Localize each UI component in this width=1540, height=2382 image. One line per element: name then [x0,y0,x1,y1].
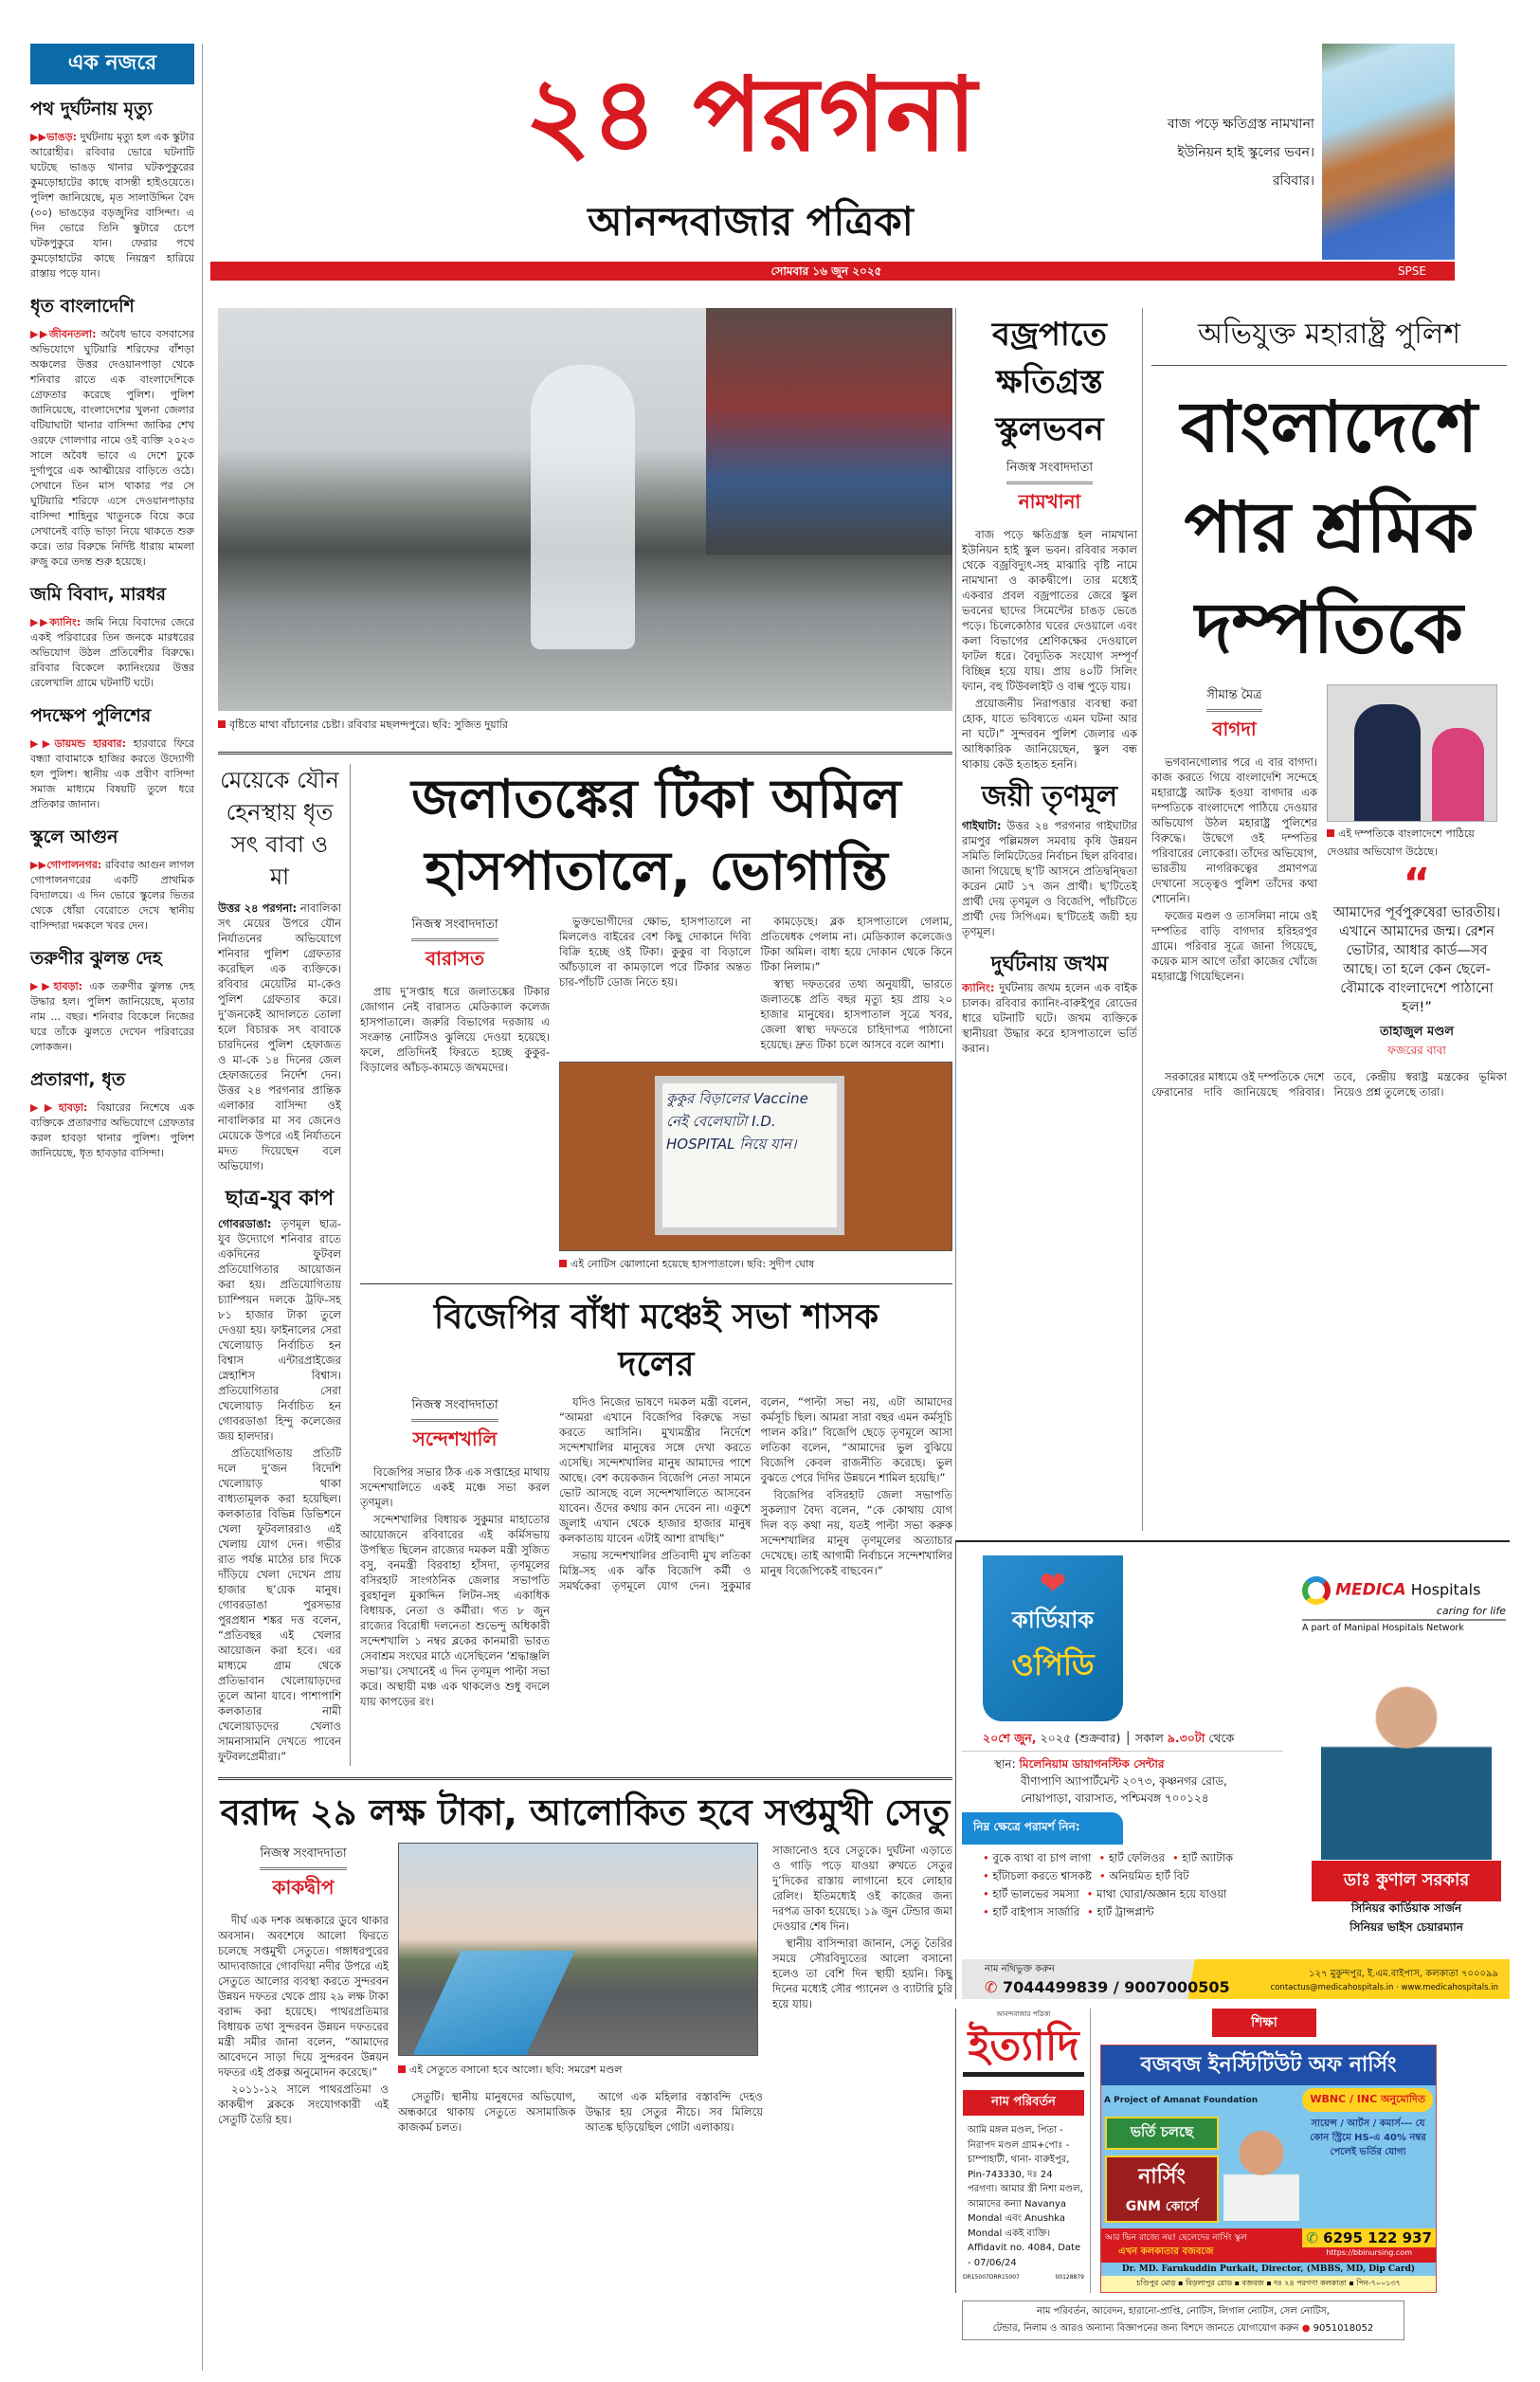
dateline-place: সন্দেশখালি [412,1427,498,1450]
byline: নিজস্ব সংবাদদাতা [260,1845,346,1870]
time: থেকে [1208,1731,1235,1745]
address: বীণাপাণি অ্যাপার্টমেন্ট ২০৭৩, কৃষ্ণনগর রোড, [1021,1774,1227,1788]
notice-sign: কুকুর বিড়ালের Vaccine নেই বেলেঘাটা I.D. HOSPITAL নিয়ে যান। [655,1076,844,1235]
address: নোয়াপাড়া, বারাসাত, পশ্চিমবঙ্গ ৭০০১২৪ [1021,1791,1209,1805]
paragraph: সন্দেশখালির বিধায়ক সুকুমার মাহাতোর আয়োজনে রবিবারের এই কর্মিসভায় উপস্থিত ছিলেন রাজ্যের দমকল মন্ত্রী সুজিত বসু, বনমন্ত্রী বিরবাহা হাঁসদা, তৃণমূলের বসিরহাট সাংগঠনিক জেলার সভাপতি বুরহানুল মুকাদ্দিন লিটন-সহ একাধিক বিধায়ক, নেতা ও কর্মীরা। গত ৮ জুন রাজ্যের বিরোধী দলনেতা শুভেন্দু অধিকারী সন্দেশখালি ১ নম্বর ব্লকের কানমারী ভারত সেবাশ্রম সংঘের মাঠে এসেছিলেন ‘শ্রদ্ধাঞ্জলি সভা’য়। সেখানেই এ দিন তৃণমূল পাল্টা সভা করে। অস্থায়ী মঞ্চ এক থাকলেও শুধু বদলে যায় কাপড়ের রং। [360,1513,550,1708]
brief-text: দুর্ঘটনায় মৃত্যু হল এক স্কুটার আরোহীর। রবিবার ভোরে ঘটনাটি ঘটেছে ভাঙড় থানার ঘটকপুকুরের কুমড়োহাটের কাছে বাসন্তী হাইওয়েতে। পুলিশ জানিয়েছে, মৃত সালাউদ্দিন বৈদ (৩০) ভাঙড়ের বড়জুনির বাসিন্দা। এ দিন ভোরে তিনি স্কুটারে চেপে ঘটকপুকুরে যান। ফেরার পথে কুমড়োহাটের কাছে নিয়ন্ত্রণ হারিয়ে রাস্তায় পড়ে যান। [30,131,194,280]
paragraph: সাজানোও হবে সেতুকে। দুর্ঘটনা এড়াতে ও গাড়ি পড়ে যাওয়া রুখতে সেতুর দু’দিকের রাস্তায় লাগানো হবে লোহার রেলিং। ইতিমধ্যেই ওই কাজের জন্য দরপত্র ডাকা হয়েছে। ১৯ জুন টেন্ডার জমা দেওয়ার শেষ দিন। [772,1844,952,1934]
small-logo: আনন্দবাজার পত্রিকা [996,2010,1051,2018]
column-divider [955,308,956,1531]
condition-item: • হার্ট ট্রান্সপ্লান্ট [1087,1905,1154,1918]
rabies-story [360,764,952,1274]
venue-name: মিলেনিয়াম ডায়াগনস্টিক সেন্টার [1019,1757,1165,1771]
paragraph: দীর্ঘ এক দশক অন্ধকারে ডুবে থাকার অবসান। অবশেষে আলো ফিরতে চলেছে সপ্তমুখী সেতুতে। গঙ্গাধরপুরের আদ্যবাজারে গোবদিয়া নদীর উপরে এই সেতুতে আলোর ব্যবস্থা করতে সুন্দরবন উন্নয়ন দফতর থেকে প্রায় ২৯ লক্ষ টাকা বরাদ্দ করা হয়েছে। পাথরপ্রতিমার বিধায়ক তথা সুন্দরবন উন্নয়ন দফতরের মন্ত্রী সমীর জানা বলেন, “আমাদের আবেদনে সাড়া দিয়ে সুন্দরবন উন্নয়ন দফতর এই প্রকল্প অনুমোদন করেছে।” [218,1914,389,2080]
date: ২০শে জুন, [983,1731,1037,1745]
paragraph: স্বাস্থ্য দফতরের তথ্য অনুযায়ী, ভারতে জলাতঙ্কে প্রতি বছর মৃত্যু হয় প্রায় ২০ হাজার মানুষের। হাসপাতাল সূত্রে খবর, জেলা স্বাস্থ্য দফতরে চাহিদাপত্র পাঠানো হয়েছে। দ্রুত টিকা চলে আসবে বলে আশা। [760,977,952,1051]
paragraph: দুর্ঘটনায় জখম হলেন এক বাইক চালক। রবিবার ক্যানিং-বারুইপুর রোডের ধারে ঘটনাটি ঘটে। জখম ব্যক্তিকে স্থানীয়রা উদ্ধার করে হাসপাতালে ভর্তি করান। [962,980,1138,1055]
dateline: উত্তর ২৪ পরগনা: [218,901,298,915]
badge-text: ওপিডি [1011,1646,1095,1682]
stepdad-story [218,764,341,1173]
bjp-story [360,1294,952,1711]
paragraph: ২০১১-১২ সালে পাথরপ্রতিমা ও কাকদ্বীপ ব্লককে সংযোগকারী এই সেতুটি তৈরি হয়। [218,2082,389,2127]
role: সিনিয়র কার্ডিয়াক সার্জন [1350,1901,1462,1915]
dateline: গোবরডাঙা: [218,1217,272,1231]
headline: মেয়েকে যৌন হেনস্থায় ধৃত সৎ বাবা ও মা [220,767,339,890]
consult-title: নিম্ন ক্ষেত্রে পরামর্শ নিন: [962,1812,1123,1845]
phone: 7044499839 / 9007000505 [1002,1978,1230,1996]
bullet-icon: ▶▶ [30,737,55,750]
brief-list [30,96,194,1161]
headline: বাংলাদেশে পার শ্রমিক দম্পতিকে [1180,387,1478,669]
section-rule [218,1777,952,1780]
dateline: গাইঘাটা: [962,818,1002,832]
date-bar [210,262,1455,281]
condition-item: • হার্ট ভালভের সমস্যা [983,1887,1079,1900]
dateline: ভাঙড়: [46,131,78,143]
whatsapp-icon: ✆ [1306,2229,1318,2246]
project-line: A Project of Amanat Foundation [1104,2095,1259,2105]
brief-title: প্রতারণা, ধৃত [30,1069,126,1090]
brief-item [30,1066,194,1161]
paragraph: আগে এক মহিলার বস্তাবন্দি দেহও উদ্ধার হয় সেতুর নীচে। সব মিলিয়ে আতঙ্ক ছড়িয়েছিল গোটা এলাকায়। [585,2090,763,2135]
tagline: caring for life [1302,1605,1506,1621]
headline: ছাত্র-যুব কাপ [225,1187,335,1210]
time: ৯.৩০টা [1167,1731,1205,1745]
ref: DR15007DRR15007 [963,2274,1020,2281]
dateline: ডায়মন্ড হারবার: [54,737,126,750]
section-header: এক নজরে [30,44,194,84]
brief-title: পদক্ষেপ পুলিশের [30,705,152,726]
time: সকাল [1134,1731,1164,1745]
classified-footer: নাম পরিবর্তন, আবেদন, হারানো-প্রাপ্তি, নোটিস, লিগাল নোটিস, সেল নোটিস, টেন্ডার, নিলাম ও আরও অন্যান্য বিজ্ঞাপনের জন্য বিশদে জানতে যোগাযোগ করুন ● 9051018052 [962,2300,1404,2340]
promo-strip [1101,2228,1436,2263]
accident-headline: দুর্ঘটনায় জখম [990,952,1109,976]
brief-title: তরুণীর ঝুলন্ত দেহ [30,948,162,969]
medica-cardiac-opd-ad [955,1540,1510,1999]
condition-item: • মাথা ঘোরা/অজ্ঞান হয়ে যাওয়া [1086,1887,1227,1900]
course: নার্সিং [1138,2165,1186,2189]
cup-story [218,1187,341,1764]
brief-text: বিয়ারের নিশেষে এক ব্যক্তিকে প্রতারণার অভিযোগে গ্রেফতার করল হাবড়া থানার পুলিশ। পুলিশ জানিয়েছে, ধৃত হাবড়ার বাসিন্দা। [30,1101,195,1159]
condition-item: • বুকে ব্যথা বা চাপ লাগা [983,1851,1092,1864]
brief-item [30,702,194,812]
cardiac-opd-badge [983,1555,1123,1721]
ref: 00128879 [1055,2274,1084,2281]
section-rule [360,1283,952,1284]
bullet-icon: ▶▶ [30,131,47,143]
doctor-photo [1321,1670,1492,1860]
name-change-tag: নাম পরিবর্তন [963,2090,1084,2116]
masthead-subtitle: আনন্দবাজার পত্রিকা [588,198,914,245]
phone: 6295 122 937 [1323,2229,1432,2246]
contact-strip: নাম নথিভুক্ত করুন ✆ 7044499839 / 9007000505 ১২৭ মুকুন্দপুর, ই.এম.বাইপাস, কলকাতা ৭০০০৯৯ contactus@medicahospitals.in · www.medicahospitals.in [962,1959,1510,1999]
brief-title: জমি বিবাদ, মারধর [30,584,167,605]
paragraph: তৃণমূল ছাত্র-যুব উদ্যোগে শনিবার রাতে একদিনের ফুটবল প্রতিযোগিতার আয়োজন করা হয়। প্রতিযোগিতায় চ্যাম্পিয়ন দলকে ট্রফি-সহ ৮১ হাজার টাকা তুলে দেওয়া হয়। ফাইনালের সেরা খেলোয়াড় নির্বাচিত হন বিশ্বাস এন্টারপ্রাইজের স্নেহাশিস বিশ্বাস। প্রতিযোগিতার সেরা খেলোয়াড় নির্বাচিত হন গোবরডাঙা হিন্দু কলেজের জয় হালদার। [218,1217,341,1444]
hospital-address: ১২৭ মুকুন্দপুর, ই.এম.বাইপাস, কলকাতা ৭০০০৯৯ [1309,1968,1498,1979]
dateline: ক্যানিং: [49,616,82,628]
paragraph: স্থানীয় বাসিন্দারা জানান, সেতু তৈরির সময়ে সৌরবিদ্যুতের আলো বসানো হলেও তা বেশি দিন স্থায়ী হয়নি। কিছু দিনের মধ্যেই সৌর প্যানেল ও ব্যাটারি চুরি হয়ে যায়। [772,1937,952,2011]
venue [962,1755,1283,1807]
main-photo-caption: বৃষ্টিতে মাথা বাঁচানোর চেষ্টা। রবিবার মছলন্দপুরে। ছবি: সুজিত দুয়ারি [218,717,938,735]
condition-item: • হার্ট বাইপাস সার্জারি [983,1905,1080,1918]
brief-item [30,581,194,691]
narrow-column [218,764,351,1766]
brief-item [30,824,194,934]
byline: নিজস্ব সংবাদদাতা [411,1396,498,1422]
edition-code: SPSE [1397,264,1426,278]
couple-photo [1327,684,1497,822]
bullet-icon: ▶▶ [30,859,47,871]
course-banner [1105,2155,1219,2223]
brief-item [30,945,194,1055]
admission-banner: ভর্তি চলছে [1105,2117,1219,2150]
paragraph: নাবালিকা সৎ মেয়ের উপরে যৌন নির্যাতনের অভিযোগে শনিবার পুলিশ গ্রেফতার করেছিল এক ব্যক্তিকে। রবিবার মেয়েটির মা-কেও পুলিশ গ্রেফতার করে। দু’জনকেই আদালতে তোলা হলে বিচারক সৎ বাবাকে চারদিনের পুলিশ হেফাজত ও মা-কে ১৪ দিনের জেল হেফাজতের নির্দেশ দেন। উত্তর ২৪ পরগনার প্রান্তিক এলাকার বাসিন্দা ওই নাবালিকার মা সব জেনেও মেয়েকে উপরে এই নির্যাতনে মদত দিয়েছেন বলে অভিযোগ। [218,901,341,1173]
masthead-title: ২৪ পরগনা [524,55,977,174]
byline: নিজস্ব সংবাদদাতা [1006,459,1093,484]
paragraph: ভুক্তভোগীদের ক্ষোভ, হাসপাতালে না মিললেও বাইরের বেশ কিছু দোকানে দিব্যি বিক্রি হচ্ছে ওই টিকা। কুকুর বা বিড়ালে আঁচড়ালে বা কামড়ালে পরে টিকার অন্তত চার-পাঁচটি ডোজ নিতে হয়। [559,915,752,989]
headline: বজ্রপাতে ক্ষতিগ্রস্ত স্কুলভবন [992,316,1107,448]
raincoat-figure [531,365,635,649]
dateline: হাবড়া: [58,1101,88,1114]
footer-line: টেন্ডার, নিলাম ও আরও অন্যান্য বিজ্ঞাপনের জন্য বিশদে জানতে যোগাযোগ করুন [992,2323,1299,2334]
phone-icon: ✆ [985,1978,998,1996]
medica-logo-icon [1302,1576,1331,1605]
lightning-story [962,311,1137,1056]
dateline-place: বারাসত [426,947,484,970]
byline: নিজস্ব সংবাদদাতা [411,916,498,941]
bullet-icon: ▶▶ [30,1101,59,1114]
teaser-photo-damaged-school [1322,44,1455,260]
medica-logo [1302,1576,1506,1633]
saptamukhi-bridge-photo [398,1843,758,2056]
center-stories [218,752,952,2137]
paragraph: প্রায় দু’সপ্তাহ ধরে জলাতঙ্কের টিকার জোগান নেই বারাসত মেডিক্যাল কলেজ হাসপাতালে। জরুরি বিভাগের দরজায় এ সংক্রান্ত নোটিসও ঝুলিয়ে দেওয়া হয়েছে। ফলে, প্রতিদিনই ফিরতে হচ্ছে কুকুর-বিড়ালের আঁচড়-কামড়ে জখমদের। [360,985,550,1074]
badge-text: কার্ডিয়াক [1011,1607,1095,1633]
ek-nojore-column [30,44,203,2371]
doctor-roles [1312,1900,1501,1938]
quote-author: তাহাজুল মণ্ডল [1380,1025,1454,1039]
headline: বরাদ্দ ২৯ লক্ষ টাকা, আলোকিত হবে সপ্তমুখী সেতু [220,1791,951,1834]
condition-item: • হার্ট অ্যাটাক [1172,1851,1234,1864]
kicker: অভিযুক্ত মহারাষ্ট্র পুলিশ [1151,311,1507,366]
paragraph: প্রতিযোগিতায় প্রতিটি দলে দু’জন বিদেশি খেলোয়াড় থাকা বাধ্যতামূলক করা হয়েছিল। কলকাতার বিভিন্ন ডিভিশনে খেলা ফুটবলাররাও এই খেলায় যোগ দেন। গভীর রাত পর্যন্ত মাঠের চার দিকে দাঁড়িয়ে খেলা দেখেন প্রায় হাজার ছ’য়েক মানুষ। গোবরডাঙা পুরসভার পুরপ্রধান শঙ্কর দত্ত বলেন, “প্রতিবছর এই খেলার আয়োজন করা হবে। এর মাধ্যমে গ্রাম থেকে প্রতিভাবান খেলোয়াড়দের তুলে আনা যাবে। পাশাপাশি কলকাতার নামী খেলোয়াড়দের খেলাও সামনাসামনি দেখতে পাবেন ফুটবলপ্রেমীরা।” [218,1446,341,1764]
nursing-ad-box [1100,2045,1437,2293]
quote-mark-icon: “ [1403,860,1431,908]
email: contactus@medicahospitals.in [1270,1982,1394,1992]
brand: Hospitals [1410,1580,1481,1599]
eligibility: সায়েন্স / আর্টস / কমার্স--- যে কোন স্ট্রিমে HS-এ 40% নম্বর পেলেই ভর্তির যোগ্য [1310,2118,1426,2157]
paragraph: যদিও নিজের ভাষণে দমকল মন্ত্রী বলেন, “আমরা এখানে বিজেপির বিরুদ্ধে সভা করতে আসিনি। মুখ্যমন্ত্রীর নির্দেশে সন্দেশখালির মানুষের সঙ্গে দেখা করতে এসেছি। সন্দেশখালির মানুষ আমাদের পাশে আছে। বেশ কয়েকজন বিজেপি নেতা সামনে ভোট আসছে বলে সন্দেশখালিতে আসবেন যাবেন। ওঁদের কথায় কান দেবেন না। একুশে জুলাই এখান থেকে হাজার হাজার মানুষ কলকাতায় যাবেন এটাই আশা রাখছি।” [559,1395,752,1545]
ads-region [955,1540,1514,2340]
headline: বিজেপির বাঁধা মঞ্চেই সভা শাসক দলের [433,1298,879,1384]
dateline: জীবনতলা: [48,328,97,340]
condition-item: • অনিয়মিত হার্ট বিট [1098,1869,1189,1882]
dateline-place: নামখানা [1018,490,1081,513]
doctor-model-photo [1223,2117,1299,2221]
bangladesh-story [1151,311,1507,1100]
masthead [210,44,1455,281]
brief-item [30,293,194,570]
conditions-list [962,1849,1283,1921]
dateline-place: বাগদা [1212,718,1257,740]
venue-label: স্থান: [994,1757,1016,1771]
headline: জলাতঙ্কের টিকা অমিল হাসপাতালে, ভোগান্তি [411,769,901,902]
condition-item: • হাঁটাচলা করতে শ্বাসকষ্ট [983,1869,1092,1882]
paragraph: ভগবানগোলার পরে এ বার বাগদা। কাজ করতে গিয়ে বাংলাদেশি সন্দেহে মহারাষ্ট্রে আটক হওয়া বাগদার এক দম্পতিকে বাংলাদেশে পাঠিয়ে দেওয়ার অভিযোগ উঠল মহারাষ্ট্র পুলিশের বিরুদ্ধে। উদ্বেগে ওই দম্পতির পরিবারের লোকেরা। তাঁদের অভিযোগ, ভারতীয় নাগরিকত্বের প্রমাণপত্র দেখানো সত্ত্বেও পুলিশ তাঁদের কথা শোনেনি। [1151,755,1317,905]
brief-text: রবিবার আগুন লাগল গোপালনগরের একটি প্রাথমিক বিদ্যালয়ে। এ দিন ভোরে স্কুলের ভিতর থেকে ধোঁয়া বেরোতে দেখে স্থানীয় বাসিন্দারা দমকলে খবর দেন। [30,859,195,932]
promo: এখন কলকাতার বজবজে [1118,2246,1214,2257]
trinamool-win-headline: জয়ী তৃণমূল [981,780,1118,813]
byline: সীমান্ত মৈত্র [1206,686,1261,712]
vaccine-photo-caption: এই নোটিস ঝোলানো হয়েছে হাসপাতালে। ছবি: সুদীপ ঘোষ [559,1256,952,1274]
vaccine-notice-photo [559,1062,952,1251]
promo: আর ভিন রাজ্যে নয়! ছেলেদের নার্সিং স্কুল [1105,2233,1247,2243]
dateline: গোপালনগর: [46,859,102,871]
bullet-icon: ▶▶ [30,616,50,628]
condition-item: • হার্ট ফেলিওর [1098,1851,1166,1864]
website: www.medicahospitals.in [1401,1982,1498,1992]
brief-text: জমি নিয়ে বিবাদের জেরে একই পরিবারের তিন জনকে মারধরের অভিযোগ উঠল প্রতিবেশীর বিরুদ্ধে। রবিবার বিকেলে ক্যানিংয়ের উত্তর রেলেখালি গ্রামে ঘটনাটি ঘটে। [30,616,195,689]
footer-phone: 9051018052 [1313,2323,1374,2334]
heart-icon: ❤ [1039,1565,1067,1603]
ad-main [956,1542,1510,1959]
column-divider [1142,308,1143,1531]
paragraph: সরকারের মাধ্যমে ওই দম্পতিকে দেশে ফেরানোর দাবি জানিয়েছে পরিবার। তবে, কেন্দ্রীয় স্বরাষ্ট্র মন্ত্রকের ভূমিকা নিয়েও প্রশ্ন তুলেছে তারা। [1151,1070,1507,1099]
issue-date: সোমবার ১৬ জুন ২০২৫ [770,264,882,278]
pull-quote: আমাদের পূর্বপুরুষেরা ভারতীয়। এখানে আমাদের জন্ম। রেশন ভোটার, আধার কার্ড—সব আছে। তা হলে কেন ছেলে-বৌমাকে বাংলাদেশে পাঠানো হল!” [1332,905,1501,1015]
dateline: ক্যানিং: [962,980,995,994]
ityadi-logo: ইত্যাদি [963,2020,1084,2077]
paragraph: বিজেপির বসিরহাট জেলা সভাপতি সুকল্যাণ বৈদ্য বলেন, “কে কোথায় যোগ দিল বড় কথা নয়, যতই পাল্টা সভা করুক সন্দেশখালির মানুষ তৃণমূলের অত্যাচার দেখেছে। তাই আগামী নির্বাচনে সন্দেশখালির মানুষ বিজেপিকেই বাছবেন।” [760,1488,952,1577]
paragraph: ফজের মণ্ডল ও তাসলিমা নামে ওই দম্পতির বাড়ি বাগদার হরিহরপুর গ্রামে। পরিবার সূত্রে জানা গিয়েছে, কয়েক মাস আগে তাঁরা কাজের খোঁজে মহারাষ্ট্রে গিয়েছিলেন। [1151,909,1317,983]
quote-role: ফজরের বাবা [1387,1044,1446,1057]
brief-title: ধৃত বাংলাদেশি [30,296,135,317]
bullet-icon: ▶▶ [30,328,49,340]
brief-text: অবৈধ ভাবে বসবাসের অভিযোগে ঘুটিয়ারি শরিফের বাঁশড়া অঞ্চলের উত্তর দেওয়ানপাড়া থেকে শনিবার রাতে এক বাংলাদেশিকে গ্রেফতার করেছে পুলিশ। পুলিশ জানিয়েছে, বাংলাদেশের খুলনা জেলার বটিয়াঘাটা থানার বাসিন্দা জাকির শেখ ওরফে গোলগার নামে ওই ব্যক্তি ২০২৩ সালে অবৈধ ভাবে এ দেশে ঢুকে দুর্গাপুরে এক আত্মীয়ের বাড়িতে ওঠে। সেখানে তিন মাস থাকার পর সে ঘুটিয়ারি শরিফে এসে দেওয়ানপাড়ার বাসিন্দা শাহিনুর খাতুনকে বিয়ে করে সেখানেই বাড়ি ভাড়া নিয়ে থাকতে শুরু করে। তার বিরুদ্ধে নির্দিষ্ট ধারায় মামলা রুজু করে তদন্ত শুরু হয়েছে। [30,328,195,568]
paragraph: প্রয়োজনীয় নিরাপত্তার ব্যবস্থা করা হোক, যাতে ভবিষ্যতে এমন ঘটনা আর না ঘটে।” সুন্দরবন পুলিশ জেলার এক আধিকারিক জানিয়েছেন, স্কুল বন্ধ থাকায় কেউ হতাহত হননি। [962,697,1137,771]
register-label: নাম নথিভুক্ত করুন [985,1964,1055,1974]
paragraph: সভায় সন্দেশখালির প্রতিবাদী মুখ লতিকা মিস্ত্রি-সহ এক ঝাঁক বিজেপি কর্মী ও সমর্থকেরা তৃণমূলে যোগ দেন। সুকুমার বলেন, “পাল্টা সভা নয়, এটা আমাদের কর্মসূচি ছিল। আমরা সারা বছর এমন কর্মসূচি পালন করি।” বিজেপি ছেড়ে তৃণমূলে আসা লতিকা বলেন, “আমাদের ভুল বুঝিয়ে বিজেপি কেবল রাজনীতি করেছে। ভুল বুঝতে পেরে দিদির উন্নয়নে শামিল হয়েছি।” [559,1395,952,1592]
director: Dr. MD. Farukuddin Purkait, Director, (MBBS, MD, Dip Card) [1121,2264,1416,2274]
brief-item [30,96,194,282]
photo-caption: এই সেতুতে বসানো হবে আলো। ছবি: সমরেশ মণ্ডল [398,2062,763,2080]
photo-caption: এই দম্পতিকে বাংলাদেশে পাঠিয়ে দেওয়ার অভিযোগ উঠেছে। [1327,826,1507,862]
teaser-caption: বাজ পড়ে ক্ষতিগ্রস্ত নামখানা ইউনিয়ন হাই স্কুলের ভবন। রবিবার। [1167,117,1314,189]
footer-line: নাম পরিবর্তন, আবেদন, হারানো-প্রাপ্তি, নোটিস, লিগাল নোটিস, সেল নোটিস, [1037,2306,1330,2317]
bridge-story [218,1788,952,2137]
section-rule [218,752,952,755]
nursing-ad [1100,2009,1498,2293]
name-change-notice: আমি মঙ্গল মণ্ডল, পিতা - নিরাপদ মণ্ডল গ্রাম+পোঃ - চাম্পাহাটী, থানা- বারুইপুর, Pin-743330, দঃ 24 পরগণা। আমার স্ত্রী নিশা মণ্ডল, আমাদের কন্যা Navanya Mondal এবং Anushka Mondal একই ব্যক্তি। Affidavit no. 4084, Date - 07/06/24 [968,2125,1083,2268]
classified-row [955,2009,1514,2293]
paragraph: কামড়েছে। ব্লক হাসপাতালে গেলাম, প্রতিষেধক পেলাম না। মেডিক্যাল কলেজেও টিকা অমিল। বাধ্য হয়ে দোকান থেকে কিনে টিকা নিলাম।” [760,915,952,973]
paragraph: বিজেপির সভার ঠিক এক সপ্তাহের মাথায় সন্দেশখালিতে একই মঞ্চে সভা করল তৃণমূল। [360,1465,550,1509]
dateline-place: কাকদ্বীপ [272,1876,335,1900]
brief-title: পথ দুর্ঘটনায় মৃত্যু [30,99,153,119]
doctor-name: ডাঃ কুণাল সরকার [1312,1861,1501,1901]
address: চণ্ডিপুর মোড় ▪ বিড়লাপুর রোড ▪ বজবজ ▪ দঃ ২৪ পরগণা কলকাতা ▪ পিন-৭০০১৩৭ [1101,2276,1436,2292]
paragraph: সেতুটি। স্থানীয় মানুষদের অভিযোগ, অন্ধকারে থাকায় সেতুতে অসামাজিক কাজকর্ম চলত। [398,2090,576,2135]
paragraph: উত্তর ২৪ পরগনার গাইঘাটার রামপুর পল্লিমঙ্গল সমবায় কৃষি উন্নয়ন সমিতি লিমিটেডের নির্বাচন ছিল রবিবার। জানা গিয়েছে ছ’টি আসনে প্রতিদ্বন্দ্বিতা করেন মোট ১৭ জন প্রার্থী। ছ’টিতেই প্রার্থী দেয় তৃণমূল ও বিজেপি, পাঁচটিতে প্রার্থী দেয় সিপিএম। ছ’টিতেই জয়ী হয় তৃণমূল। [962,818,1138,938]
brand: MEDICA [1335,1580,1406,1600]
approval-badge: WBNC / INC অনুমোদিত [1302,2088,1433,2112]
network: A part of Manipal Hospitals Network [1302,1623,1464,1633]
website: https://bbinursing.com [1326,2248,1412,2257]
brief-title: স্কুলে আগুন [30,827,118,847]
role: সিনিয়র ভাইস চেয়ারম্যান [1350,1920,1463,1934]
opd-schedule: ২০শে জুন, ২০২৫ (শুক্রবার) │ সকাল ৯.৩০টা থেকে [962,1730,1283,1752]
ad-title: বজবজ ইনস্টিটিউট অফ নার্সিং [1101,2046,1436,2085]
ityadi-section [963,2009,1091,2293]
bullet-icon: ▶▶ [30,980,54,992]
brief-text: হারবারে ফিরে বন্ধ্যা বাবামাকে হাজির করতে উদ্যোগী হল পুলিশ। স্থানীয় এক প্রবীণ বাসিন্দা সমাজ মাধ্যমে বিষয়টি তুলে ধরে প্রতিকার জানান। [30,737,194,810]
paragraph: বাজ পড়ে ক্ষতিগ্রস্ত হল নামখানা ইউনিয়ন হাই স্কুল ভবন। রবিবার সকাল থেকে বজ্রবিদ্যুৎ-সহ মাঝারি বৃষ্টি নামে নামখানা ও কাকদ্বীপে। তার মধ্যেই একবার প্রবল বজ্রপাতের জেরে স্কুল ভবনের ছাদের সিমেন্টের চাঙড় ভেঙে পড়ে। চিলেকোঠার ঘরের দেওয়ালে এবং কলা বিভাগের শ্রেণিকক্ষের দেওয়ালে ফাটল ধরে। বৈদ্যুতিক সংযোগ সম্পূর্ণ বিচ্ছিন্ন হয়ে যায়। প্রায় ৪০টি সিলিং ফ্যান, বহু টিউবলাইট ও বাল্ব পুড়ে যায়। [962,528,1137,693]
brief-text: এক তরুণীর ঝুলন্ত দেহ উদ্ধার হল। পুলিশ জানিয়েছে, মৃতার নাম ... বছর। শনিবার বিকেলে নিজের ঘরে তাঁকে ঝুলতে দেখেন পরিবারের লোকজন। [30,980,194,1053]
section-tag: শিক্ষা [1212,2009,1316,2037]
date: ২০২৫ (শুক্রবার) [1040,1731,1121,1745]
main-photo-rain-station [218,308,952,711]
course: GNM কোর্সে [1125,2199,1199,2214]
dateline: হাবড়া: [53,980,83,992]
wide-column [351,764,952,1766]
market-stalls [706,308,952,555]
